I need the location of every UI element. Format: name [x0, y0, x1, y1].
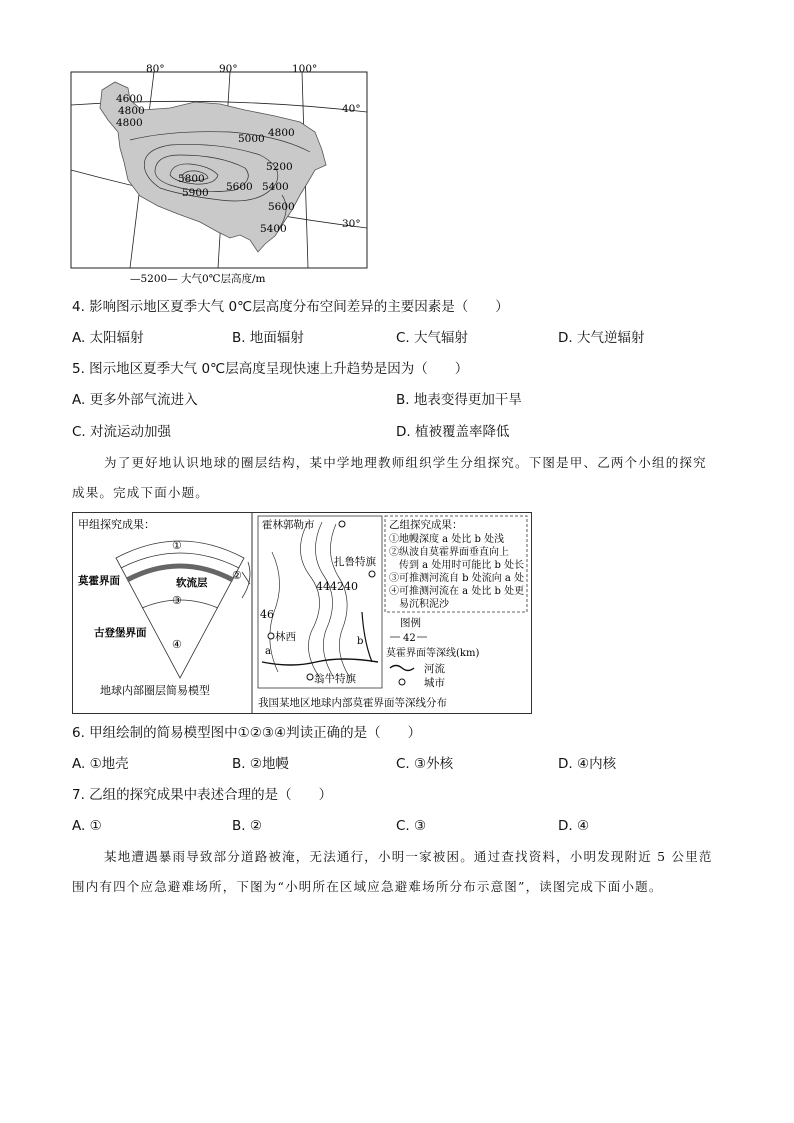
contour-label: 5400: [260, 223, 287, 235]
question-6-option-a[interactable]: A. ①地壳: [72, 756, 129, 772]
question-4-option-b[interactable]: B. 地面辐射: [232, 330, 304, 346]
intro-1-line-1: 为了更好地认识地球的圈层结构，某中学地理教师组织学生分组探究。下图是甲、乙两个小组的探究: [104, 455, 707, 470]
river-tributary: [362, 612, 372, 662]
question-6-stem: 6. 甲组绘制的简易模型图中①②③④判读正确的是（ ）: [72, 725, 422, 741]
depth-label-40: 40: [344, 580, 358, 593]
question-4-stem: 4. 影响图示地区夏季大气 0℃层高度分布空间差异的主要因素是（ ）: [72, 299, 509, 315]
legend-city-label: 城市: [424, 677, 445, 689]
layer-label-4: ④: [172, 638, 182, 651]
city-marker: [339, 521, 345, 527]
moho-label: 莫霍界面: [78, 575, 120, 587]
group-b-item-1: ①地幔深度 a 处比 b 处浅: [389, 534, 505, 545]
question-5-option-d[interactable]: D. 植被覆盖率降低: [396, 424, 510, 440]
intro-1-line-2: 成果。完成下面小题。: [72, 485, 210, 500]
layer-label-1: ①: [172, 539, 182, 552]
contour-line: [330, 524, 350, 678]
river: [262, 659, 378, 665]
city-marker: [307, 674, 313, 680]
question-6-option-d[interactable]: D. ④内核: [558, 756, 617, 772]
lon-label-80: 80°: [146, 63, 165, 75]
point-label-b: b: [357, 636, 364, 647]
model-caption: 地球内部圈层简易模型: [100, 684, 210, 697]
label-2-bracket: [242, 562, 250, 598]
question-5-option-c[interactable]: C. 对流运动加强: [72, 424, 172, 440]
group-a-title: 甲组探究成果：: [78, 518, 155, 531]
map-caption: 我国某地区地球内部莫霍界面等深线分布: [258, 697, 447, 709]
lat-label-40: 40°: [342, 103, 361, 115]
question-4-option-d[interactable]: D. 大气逆辐射: [558, 330, 645, 346]
point-label-a: a: [265, 646, 271, 657]
lat-label-30: 30°: [342, 218, 361, 230]
contour-label: 5400: [262, 181, 289, 193]
question-4-option-a[interactable]: A. 太阳辐射: [72, 330, 144, 346]
contour-label: 5000: [238, 133, 265, 145]
city-marker: [268, 633, 274, 639]
figure-group-results: [72, 512, 532, 714]
contour-label: 5600: [226, 181, 253, 193]
contour-label: 4800: [118, 105, 145, 117]
contour-line: [300, 522, 320, 678]
contour-label: 5600: [268, 201, 295, 213]
contour-label: 5900: [182, 187, 209, 199]
moho-map-frame: [258, 516, 382, 688]
legend-river-label: 河流: [424, 663, 445, 675]
question-7-option-a[interactable]: A. ①: [72, 818, 102, 834]
question-5-option-b[interactable]: B. 地表变得更加干旱: [396, 392, 522, 408]
layer-label-2: ②: [232, 569, 242, 582]
legend-contour-label: 莫霍界面等深线(km): [386, 648, 480, 659]
city-label-holingol: 霍林郭勒市: [262, 519, 315, 531]
map-legend: —5200— 大气0℃层高度/m: [130, 273, 266, 285]
depth-label-44: 44: [316, 580, 330, 593]
legend-title: 图例: [400, 617, 421, 629]
legend-contour-value: 42: [403, 633, 416, 644]
contour-label: 5800: [178, 173, 205, 185]
question-7-option-c[interactable]: C. ③: [396, 818, 427, 834]
lon-label-90: 90°: [219, 63, 238, 75]
question-5-option-a[interactable]: A. 更多外部气流进入: [72, 392, 198, 408]
group-b-item-2: ②纵波自莫霍界面垂直向上: [389, 547, 509, 558]
soft-layer-label: 软流层: [176, 577, 208, 589]
depth-label-42: 42: [330, 580, 344, 593]
group-b-item-3: ③可推测河流自 b 处流向 a 处: [389, 573, 525, 584]
group-b-item-2-cont: 传到 a 处用时可能比 b 处长: [399, 560, 525, 571]
question-7-option-d[interactable]: D. ④: [558, 818, 590, 834]
depth-label-46: 46: [260, 608, 274, 621]
legend-river-icon: [390, 666, 414, 671]
group-b-item-4: ④可推测河流在 a 处比 b 处更: [389, 586, 525, 597]
question-6-option-b[interactable]: B. ②地幔: [232, 756, 289, 772]
question-4-option-c[interactable]: C. 大气辐射: [396, 330, 469, 346]
group-b-title: 乙组探究成果：: [389, 519, 463, 531]
city-label-jarud: 扎鲁特旗: [334, 556, 376, 568]
contour-label: 4800: [268, 127, 295, 139]
group-b-item-4-cont: 易沉积泥沙: [399, 599, 449, 610]
question-6-option-c[interactable]: C. ③外核: [396, 756, 454, 772]
contour-label: 5200: [266, 161, 293, 173]
contour-label: 4600: [116, 93, 143, 105]
city-label-ongniud: 翁牛特旗: [314, 673, 356, 685]
contour-line: [315, 522, 334, 678]
question-7-stem: 7. 乙组的探究成果中表述合理的是（ ）: [72, 787, 333, 803]
map-0c-layer-height: [70, 60, 370, 288]
contour-label: 4800: [116, 117, 143, 129]
city-label-linxi: 林西: [275, 631, 296, 643]
intro-2-line-1: 某地遭遇暴雨导致部分道路被淹，无法通行，小明一家被困。通过查找资料，小明发现附近 5 公里范: [104, 849, 713, 864]
question-5-stem: 5. 图示地区夏季大气 0℃层高度呈现快速上升趋势是因为（ ）: [72, 361, 469, 377]
lon-label-100: 100°: [292, 63, 318, 75]
city-marker: [369, 571, 375, 577]
intro-2-line-2: 围内有四个应急避难场所，下图为“小明所在区域应急避难场所分布示意图”，读图完成下面小题。: [72, 879, 663, 894]
legend-city-icon: [399, 679, 405, 685]
layer-label-3: ③: [172, 594, 182, 607]
question-7-option-b[interactable]: B. ②: [232, 818, 262, 834]
gutenberg-label: 古登堡界面: [94, 627, 147, 639]
